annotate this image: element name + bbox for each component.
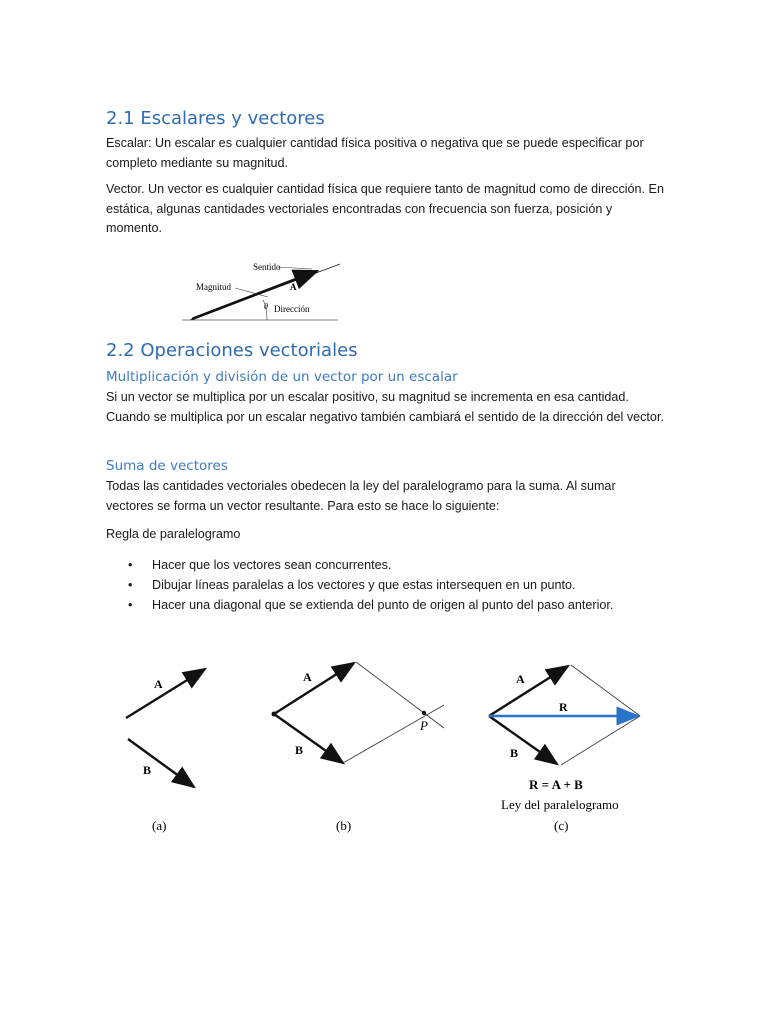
vector-a-arrow bbox=[126, 669, 205, 718]
subheading-suma: Suma de vectores bbox=[106, 458, 228, 474]
equation-label: R = A + B bbox=[529, 777, 583, 792]
vector-definition-figure bbox=[180, 250, 350, 325]
caption-ley-paralelogramo: Ley del paralelogramo bbox=[501, 797, 619, 812]
vector-b-arrow bbox=[128, 739, 194, 787]
bullet-icon: • bbox=[128, 558, 133, 572]
parallelogram-law-figure bbox=[110, 645, 670, 845]
parallel-line-to-b bbox=[571, 665, 640, 716]
label-b: B bbox=[510, 746, 519, 760]
label-vector-a: A bbox=[290, 282, 297, 292]
panel-b-label: (b) bbox=[336, 818, 352, 833]
vector-b-arrow bbox=[274, 714, 343, 763]
paragraph-vector: Vector. Un vector es cualquier cantidad física que requiere tanto de magnitud como de dirección. En estática, algunas cantidades vectoriales encontradas con frecuencia son fuerza, posición y momento. bbox=[106, 182, 664, 235]
label-theta: θ bbox=[264, 302, 268, 311]
list-item: • Hacer una diagonal que se extienda del punto de origen al punto del paso anterior. bbox=[106, 595, 666, 615]
label-a: A bbox=[516, 672, 525, 686]
bullet-icon: • bbox=[128, 578, 133, 592]
section-heading-operaciones: 2.2 Operaciones vectoriales bbox=[106, 340, 358, 361]
label-p: P bbox=[420, 718, 428, 733]
paragraph-escalar: Escalar: Un escalar es cualquier cantidad física positiva o negativa que se puede especificar por completo mediante su magnitud. bbox=[106, 136, 644, 170]
label-magnitud: Magnitud bbox=[196, 282, 231, 292]
label-r: R bbox=[559, 700, 568, 714]
parallel-line-to-b bbox=[356, 662, 444, 728]
origin-point bbox=[272, 712, 277, 717]
parallel-line-to-a bbox=[561, 716, 640, 765]
panel-a bbox=[126, 669, 205, 833]
paragraph-multiplicacion: Si un vector se multiplica por un escalar positivo, su magnitud se incrementa en esa cantidad. Cuando se multiplica por un escalar negativo también cambiará el sentido de la dirección del vector. bbox=[106, 390, 664, 424]
panel-a-label: (a) bbox=[152, 818, 167, 833]
list-item: • Dibujar líneas paralelas a los vectores y que estas intersequen en un punto. bbox=[106, 575, 666, 595]
panel-c-label: (c) bbox=[554, 818, 569, 833]
paragraph-regla: Regla de paralelogramo bbox=[106, 527, 241, 541]
panel-b bbox=[272, 662, 445, 833]
steps-list bbox=[106, 555, 666, 615]
vector-a-arrow bbox=[489, 666, 568, 716]
vector-a-arrow bbox=[274, 663, 354, 714]
sentido-leader bbox=[278, 267, 312, 269]
panel-c bbox=[489, 665, 640, 833]
label-a: A bbox=[154, 677, 163, 691]
list-item: • Hacer que los vectores sean concurrentes. bbox=[106, 555, 666, 575]
label-b: B bbox=[295, 743, 304, 757]
bullet-icon: • bbox=[128, 598, 133, 612]
paragraph-suma: Todas las cantidades vectoriales obedecen la ley del paralelogramo para la suma. Al sumar vectores se forma un vector resultante. Para esto se hace lo siguiente: bbox=[106, 479, 616, 513]
label-direccion: Dirección bbox=[274, 304, 310, 314]
subheading-multiplicacion: Multiplicación y división de un vector por un escalar bbox=[106, 369, 458, 385]
label-sentido: Sentido bbox=[253, 262, 281, 272]
label-a: A bbox=[303, 670, 312, 684]
line-of-action bbox=[190, 264, 340, 320]
vector-b-arrow bbox=[489, 716, 557, 764]
intersection-point bbox=[422, 711, 426, 715]
parallel-line-to-a bbox=[343, 705, 444, 763]
section-heading-escalares: 2.1 Escalares y vectores bbox=[106, 108, 325, 129]
label-b: B bbox=[143, 763, 152, 777]
